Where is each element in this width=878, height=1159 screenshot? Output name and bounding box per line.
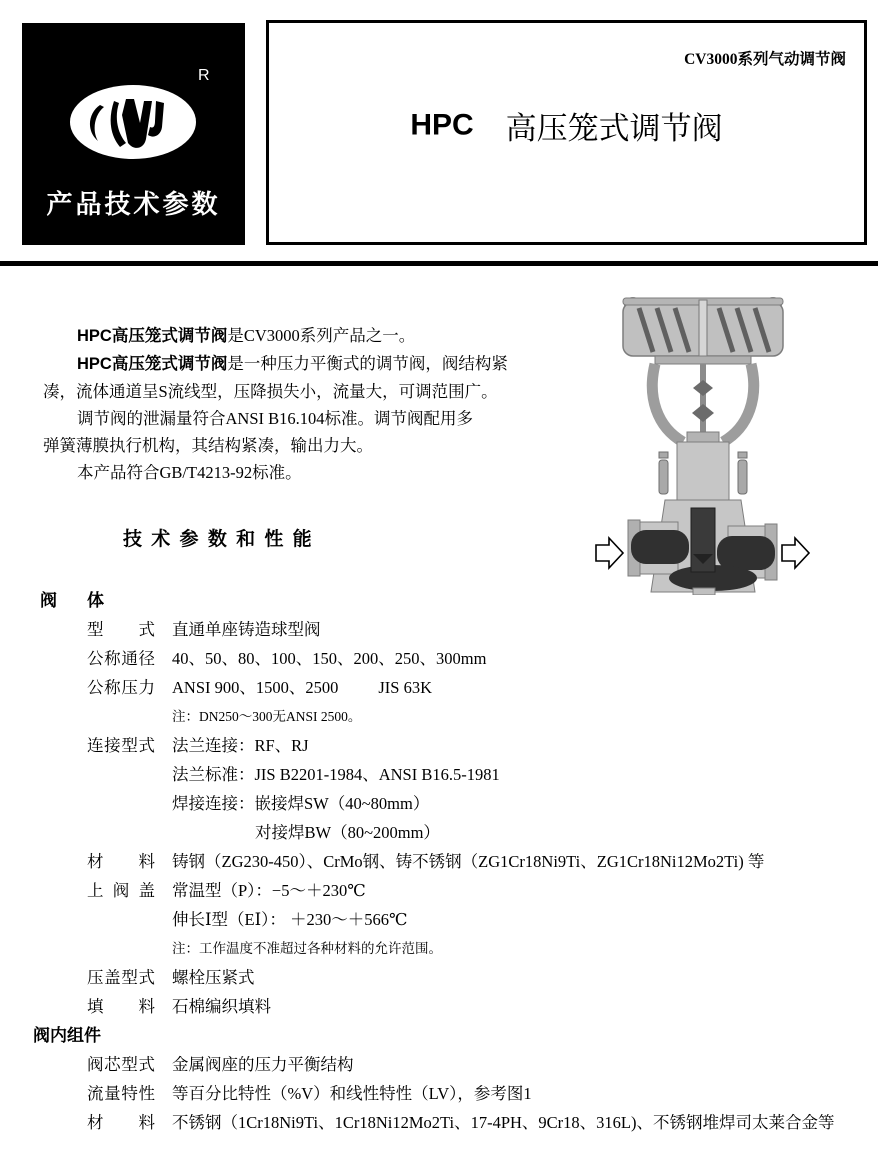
intro-line [43,405,583,432]
spec-label: 上阀盖 [87,881,155,900]
spec-value: 石棉编织填料 [172,997,271,1016]
spec-value: 金属阀座的压力平衡结构 [172,1055,354,1074]
header-box [266,20,867,245]
spec-row [87,789,878,818]
section-heading: 技 术 参 数 和 性 能 [123,529,314,550]
intro-text-run: 弹簧薄膜执行机构，其结构紧凑，输出力大。 [43,436,373,455]
spec-row [87,731,878,760]
spec-note: 注：工作温度不准超过各种材料的允许范围。 [172,941,442,956]
spec-label: 公称通径 [87,649,155,668]
product-code: HPC [410,108,474,142]
spec-row [87,818,878,847]
spec-value: 法兰连接：RF、RJ [172,736,309,755]
spec-row [87,673,878,702]
bonnet [659,432,747,500]
spec-value: 直通单座铸造球型阀 [172,620,321,639]
spec-row [87,644,878,673]
spec-label: 流量特性 [87,1084,155,1103]
intro-text-run: 是CV3000系列产品之一。 [227,326,416,345]
series-label: CV3000系列气动调节阀 [684,51,846,68]
intro-bold-run: HPC高压笼式调节阀 [77,327,228,345]
spec-list [0,586,878,1137]
spec-value: ANSI 900、1500、2500 [172,678,339,697]
valve-body [628,500,777,595]
spec-value: 40、50、80、100、150、200、250、300mm [172,649,487,668]
spec-value: 螺栓压紧式 [172,968,255,987]
spec-value: 常温型（P）：−5～＋230℃ [172,881,366,900]
spec-section-title-valve-body [40,586,878,615]
spec-row [87,992,878,1021]
spec-value: 伸长Ⅰ型（EⅠ）： ＋230～＋566℃ [172,910,408,929]
intro-bold-run: HPC高压笼式调节阀 [77,355,228,373]
valve-cutaway-image [595,292,810,595]
registered-mark: R [198,67,210,84]
flow-arrow-right-icon [782,538,809,568]
spec-section-title-trim [33,1021,878,1050]
spec-label: 压盖型式 [87,968,155,987]
spec-label: 连接型式 [87,736,155,755]
spec-section-title-text: 阀体 [40,591,104,610]
page-title [269,103,864,148]
spec-value: 对接焊BW（80~200mm） [255,823,440,842]
intro-text-run: 本产品符合GB/T4213-92标准。 [77,463,302,482]
spec-value: 法兰标准：JIS B2201-1984、ANSI B16.5-1981 [172,765,500,784]
spec-note-row [87,702,878,731]
valve-figure [595,292,810,595]
intro-text-run: 凑，流体通道呈S流线型，压降损失小，流量大，可调范围广。 [43,382,498,401]
spec-value: 不锈钢（1Cr18Ni9Ti、1Cr18Ni12Mo2Ti、17-4PH、9Cr18、316L)、不锈钢堆焊司太莱合金等 [172,1113,835,1132]
spec-row [87,963,878,992]
brand-caption: 产品技术参数 [46,189,221,219]
spec-section-title-text: 阀内组件 [33,1026,101,1045]
intro-text-run: 调节阀的泄漏量符合ANSI B16.104标准。调节阀配用多 [77,409,474,428]
spec-row [87,876,878,905]
spec-row [87,1079,878,1108]
flow-arrow-left-icon [596,538,623,568]
intro-line [43,459,583,486]
intro-paragraphs [43,322,583,486]
spec-row [87,615,878,644]
spec-label: 填料 [87,997,155,1016]
divider-rule [0,261,878,266]
spec-label: 公称压力 [87,678,155,697]
spec-note-row [87,934,878,963]
brand-logo-box [22,23,245,245]
spec-row [87,760,878,789]
spec-label: 型式 [87,620,155,639]
spec-label: 材料 [87,1113,155,1132]
spec-value: 铸钢（ZG230-450）、CrMo钢、铸不锈钢（ZG1Cr18Ni9Ti、ZG1Cr18Ni12Mo2Ti) 等 [172,852,765,871]
intro-line [43,322,583,350]
spec-value: 焊接连接：嵌接焊SW（40~80mm） [172,794,430,813]
spec-label: 阀芯型式 [87,1055,155,1074]
intro-text-run: 是一种压力平衡式的调节阀，阀结构紧 [227,354,508,373]
actuator [623,298,783,364]
intro-line [43,378,583,405]
intro-line [43,432,583,459]
spec-value: 等百分比特性（%V）和线性特性（LV），参考图1 [172,1084,532,1103]
spec-row [87,905,878,934]
intro-line [43,350,583,378]
spec-row [87,1108,878,1137]
spec-row [87,847,878,876]
spec-row [87,1050,878,1079]
spec-label: 材料 [87,852,155,871]
spec-note: 注：DN250～300无ANSI 2500。 [172,709,362,724]
product-name: 高压笼式调节阀 [505,111,723,146]
spec-value: JIS 63K [378,678,433,697]
